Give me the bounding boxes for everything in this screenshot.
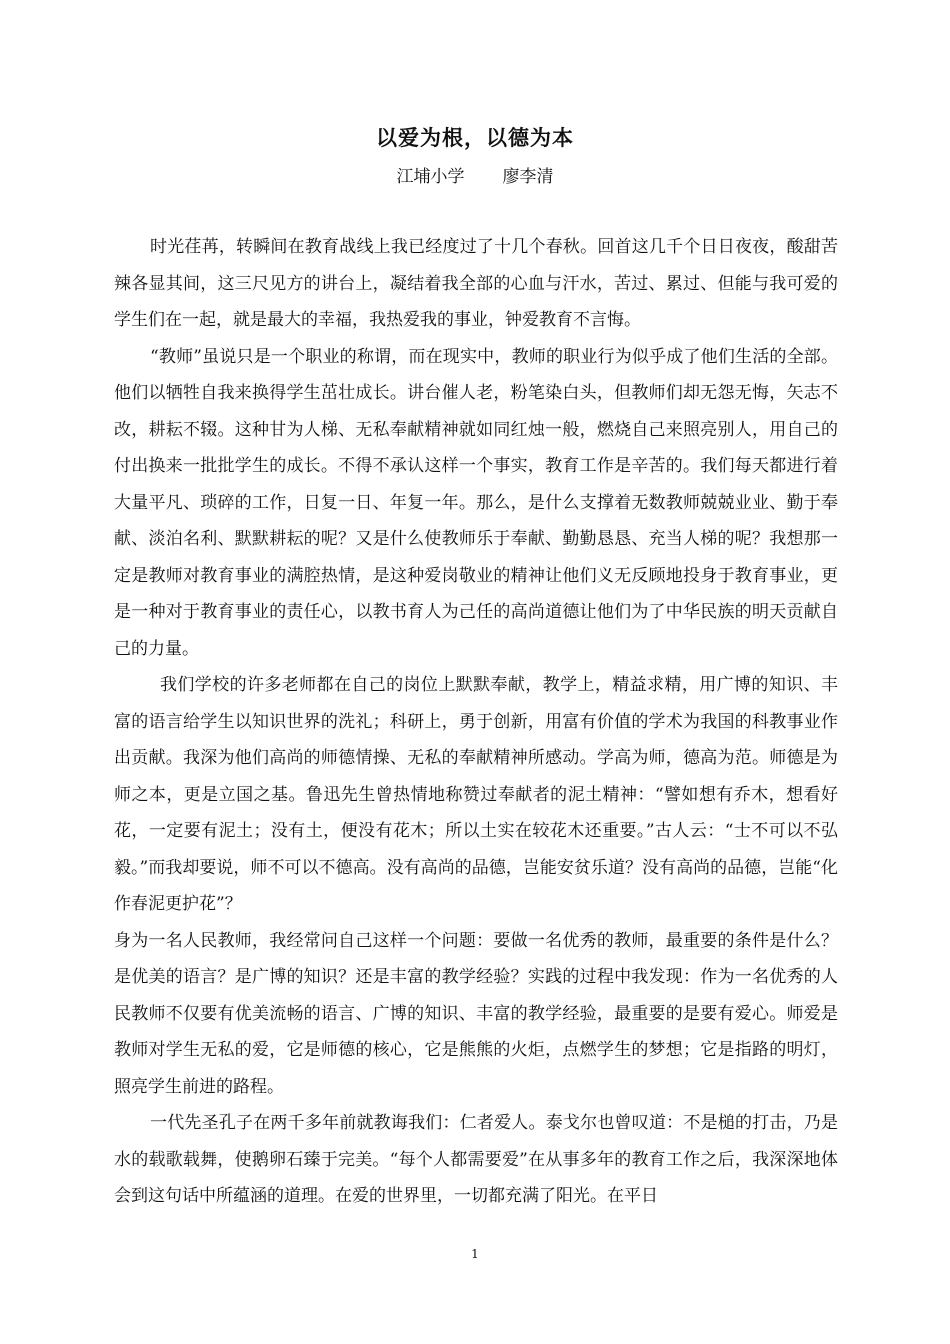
author-school: 江埔小学 (396, 167, 465, 187)
author-name: 廖李清 (502, 167, 554, 187)
paragraph: 一代先圣孔子在两千多年前就教诲我们：仁者爱人。泰戈尔也曾叹道：不是槌的打击，乃是水的载歌载舞，使鹅卵石臻于完美。“每个人都需要爱”在从事多年的教育工作之后，我深深地体会到这句话中所蕴涵的道理。在爱的世界里，一切都充满了阳光。在平日 (114, 1113, 838, 1206)
paragraph: 时光荏苒，转瞬间在教育战线上我已经度过了十几个春秋。回首这几千个日日夜夜，酸甜苦辣各显其间，这三尺见方的讲台上，凝结着我全部的心血与汗水，苦过、累过、但能与我可爱的学生们在一起，就是最大的幸福，我热爱我的事业，钟爱教育不言悔。 (114, 237, 838, 330)
byline (0, 162, 950, 187)
page-number: 1 (471, 1247, 479, 1261)
paragraph: 我们学校的许多老师都在自己的岗位上默默奉献，教学上，精益求精，用广博的知识、丰富的语言给学生以知识世界的洗礼；科研上，勇于创新，用富有价值的学术为我国的科教事业作出贡献。我深为他们高尚的师德情操、无私的奉献精神所感动。学高为师，德高为范。师德是为师之本，更是立国之基。鲁迅先生曾热情地称赞过奉献者的泥土精神：“譬如想有乔木，想看好花，一定要有泥土；没有土，便没有花木；所以土实在较花木还重要。”古人云：“士不可以不弘毅。”而我却要说，师不可以不德高。没有高尚的品德，岂能安贫乐道？没有高尚的品德，岂能“化作春泥更护花”？ (114, 675, 838, 914)
document-body (114, 229, 838, 1215)
document-title: 以爱为根，以德为本 (376, 125, 574, 150)
paragraph: 身为一名人民教师，我经常问自己这样一个问题：要做一名优秀的教师，最重要的条件是什么？是优美的语言？是广博的知识？还是丰富的教学经验？实践的过程中我发现：作为一名优秀的人民教师不仅要有优美流畅的语言、广博的知识、丰富的教学经验，最重要的是要有爱心。师爱是教师对学生无私的爱，它是师德的核心，它是熊熊的火炬，点燃学生的梦想；它是指路的明灯，照亮学生前进的路程。 (114, 930, 838, 1097)
paragraph: “教师”虽说只是一个职业的称谓，而在现实中，教师的职业行为似乎成了他们生活的全部。他们以牺牲自我来换得学生茁壮成长。讲台催人老，粉笔染白头，但教师们却无怨无悔，矢志不改，耕耘不辍。这种甘为人梯、无私奉献精神就如同红烛一般，燃烧自己来照亮别人，用自己的付出换来一批批学生的成长。不得不承认这样一个事实，教育工作是辛苦的。我们每天都进行着大量平凡、琐碎的工作，日复一日、年复一年。那么，是什么支撑着无数教师兢兢业业、勤于奉献、淡泊名利、默默耕耘的呢？又是什么使教师乐于奉献、勤勤恳恳、充当人梯的呢？我想那一定是教师对教育事业的满腔热情，是这种爱岗敬业的精神让他们义无反顾地投身于教育事业，更是一种对于教育事业的责任心，以教书育人为己任的高尚道德让他们为了中华民族的明天贡献自己的力量。 (114, 346, 838, 659)
